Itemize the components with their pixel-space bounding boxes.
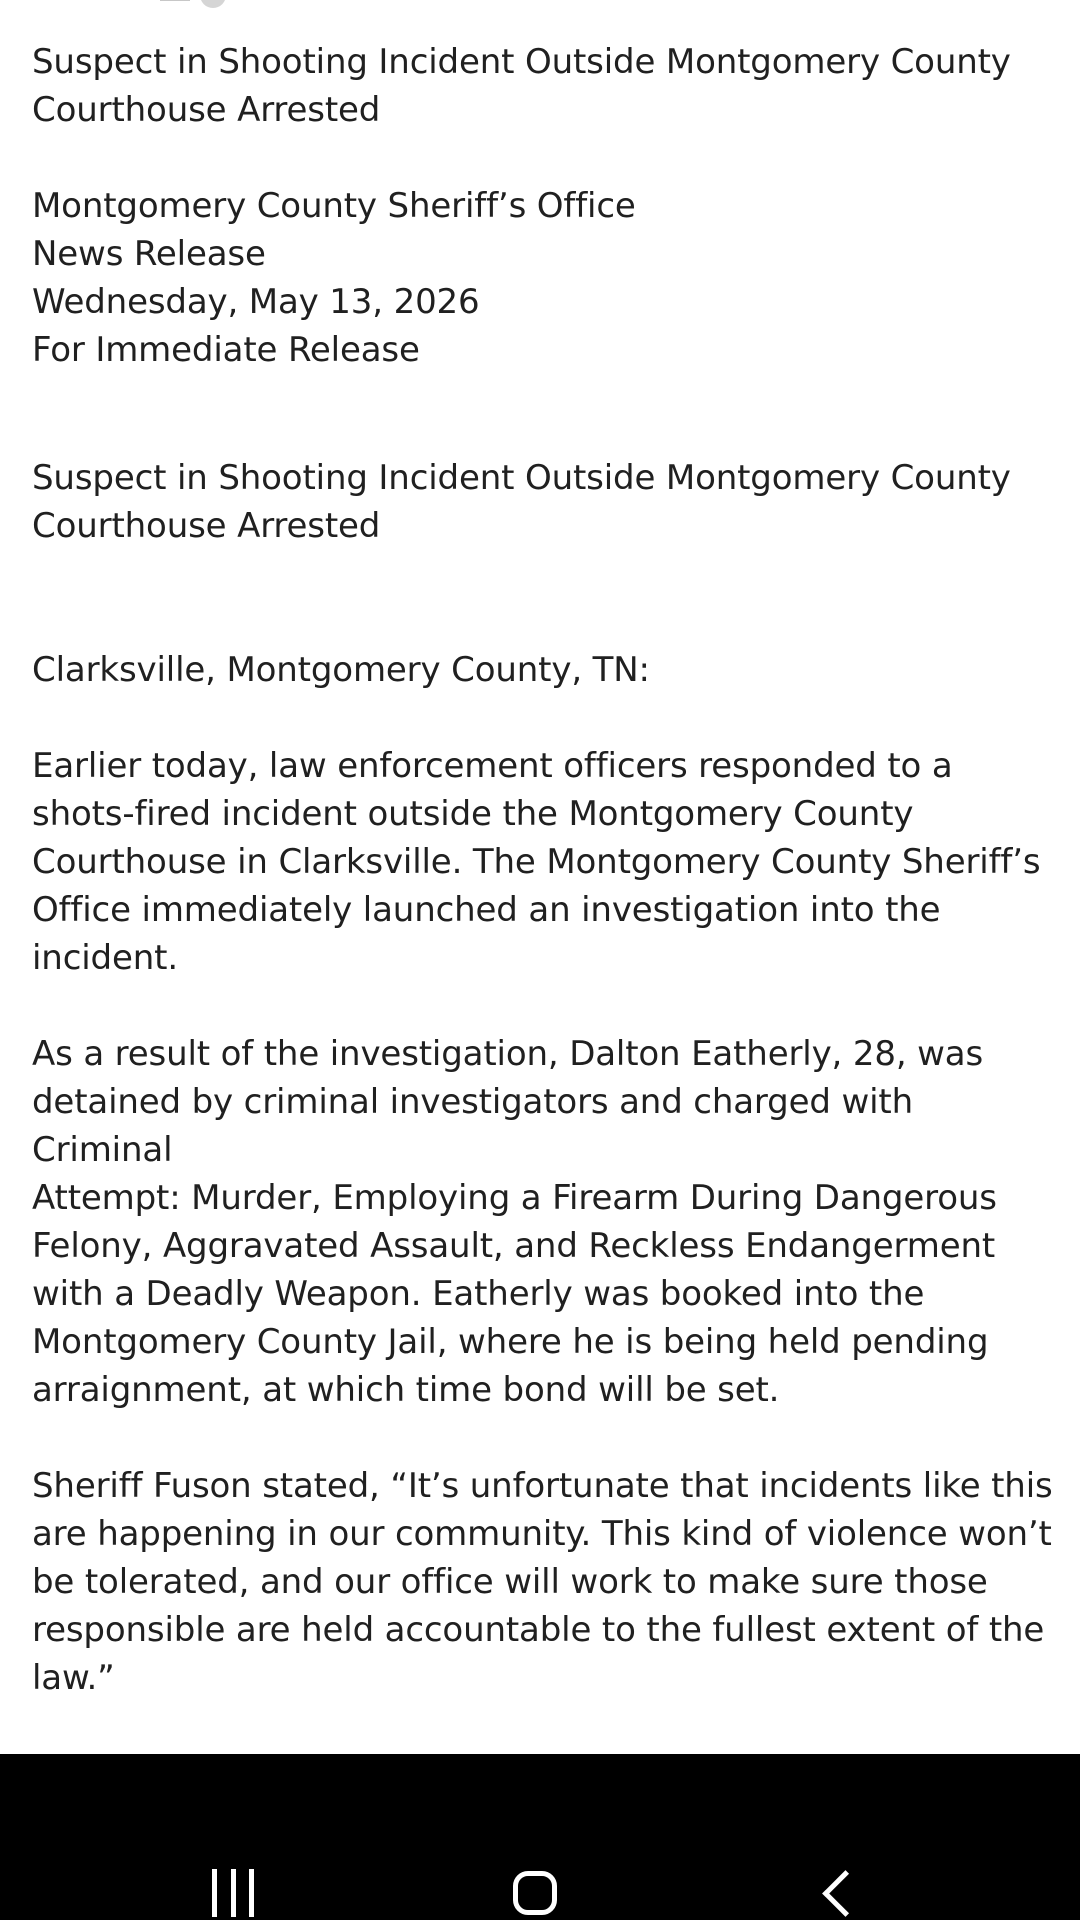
paragraph-3-line-3: be tolerated, and our office will work to make sure those bbox=[32, 1562, 988, 1602]
recent-apps-button[interactable] bbox=[198, 1858, 268, 1920]
spacer bbox=[32, 1414, 1057, 1462]
release-type: News Release bbox=[32, 234, 266, 274]
paragraph-1-line-1: Earlier today, law enforcement officers responded to a bbox=[32, 746, 953, 786]
paragraph-2-line-6: Montgomery County Jail, where he is being held pending bbox=[32, 1322, 989, 1362]
spacer bbox=[32, 374, 1057, 454]
release-date: Wednesday, May 13, 2026 bbox=[32, 282, 480, 322]
paragraph-3-line-5: law.” bbox=[32, 1658, 115, 1698]
paragraph-3-line-2: are happening in our community. This kind of violence won’t bbox=[32, 1514, 1052, 1554]
paragraph-2-line-4: Felony, Aggravated Assault, and Reckless Endangerment bbox=[32, 1226, 996, 1266]
issuing-office: Montgomery County Sheriff’s Office bbox=[32, 186, 636, 226]
release-status: For Immediate Release bbox=[32, 330, 420, 370]
spacer bbox=[32, 134, 1057, 182]
paragraph-2-line-5: with a Deadly Weapon. Eatherly was booked into the bbox=[32, 1274, 925, 1314]
spacer bbox=[32, 1702, 1057, 1750]
recent-apps-bar bbox=[212, 1869, 217, 1917]
signal-strength-icon bbox=[160, 0, 190, 1]
article-heading-line-1: Suspect in Shooting Incident Outside Montgomery County bbox=[32, 42, 1011, 82]
paragraph-1-line-4: Office immediately launched an investigation into the bbox=[32, 890, 941, 930]
recent-apps-icon bbox=[212, 1869, 254, 1917]
paragraph-2-line-7: arraignment, at which time bond will be set. bbox=[32, 1370, 780, 1410]
dateline-location: Clarksville, Montgomery County, TN: bbox=[32, 650, 650, 690]
status-indicator-icon bbox=[200, 0, 226, 8]
paragraph-2-line-1: As a result of the investigation, Dalton Eatherly, 28, was bbox=[32, 1034, 984, 1074]
paragraph-3-line-4: responsible are held accountable to the fullest extent of the bbox=[32, 1610, 1045, 1650]
paragraph-2-line-3: Attempt: Murder, Employing a Firearm During Dangerous bbox=[32, 1178, 997, 1218]
paragraph-1-line-3: Courthouse in Clarksville. The Montgomery County Sheriff’s bbox=[32, 842, 1041, 882]
paragraph-3-line-1: Sheriff Fuson stated, “It’s unfortunate that incidents like this bbox=[32, 1466, 1053, 1506]
paragraph-1-line-5: incident. bbox=[32, 938, 178, 978]
back-button[interactable] bbox=[806, 1858, 876, 1920]
repeated-heading-line-2: Courthouse Arrested bbox=[32, 506, 381, 546]
partial-status-bar bbox=[160, 0, 226, 12]
home-button[interactable] bbox=[500, 1858, 570, 1920]
home-icon bbox=[513, 1871, 557, 1915]
recent-apps-bar bbox=[231, 1869, 236, 1917]
spacer bbox=[32, 694, 1057, 742]
article-heading-line-2: Courthouse Arrested bbox=[32, 90, 381, 130]
news-release-document bbox=[32, 38, 1057, 1798]
system-navigation-bar bbox=[0, 1754, 1080, 1920]
paragraph-1-line-2: shots-fired incident outside the Montgomery County bbox=[32, 794, 914, 834]
spacer bbox=[32, 550, 1057, 646]
repeated-heading-line-1: Suspect in Shooting Incident Outside Montgomery County bbox=[32, 458, 1011, 498]
back-icon bbox=[822, 1870, 869, 1917]
spacer bbox=[32, 982, 1057, 1030]
paragraph-2-line-2: detained by criminal investigators and charged with Criminal bbox=[32, 1082, 924, 1170]
recent-apps-bar bbox=[249, 1869, 254, 1917]
